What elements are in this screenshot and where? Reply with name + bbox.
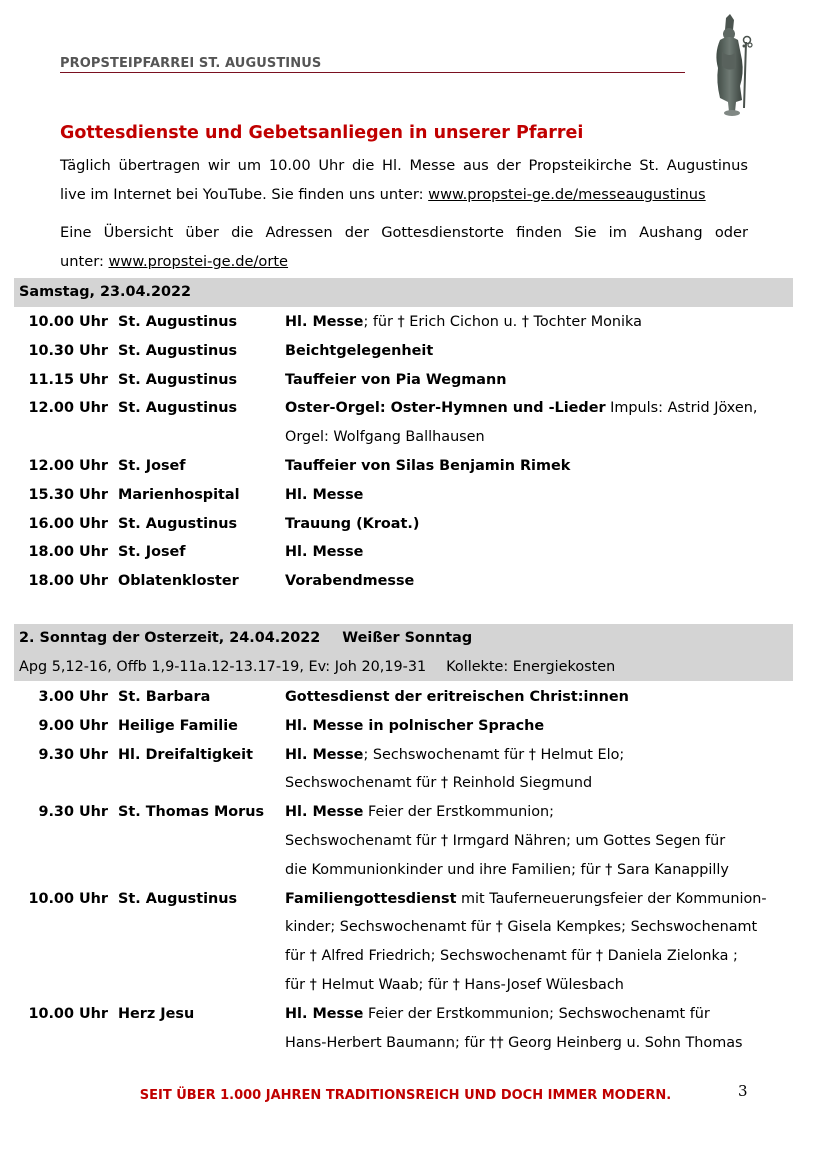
saint-augustine-statue-icon <box>702 12 764 118</box>
entry-time: 10.00 Uhr <box>28 314 108 330</box>
entry-description <box>285 942 738 971</box>
entry-description <box>285 337 433 366</box>
entry-location: St. Barbara <box>118 689 211 705</box>
schedule-entry-continuation <box>0 913 827 942</box>
entry-time: 12.00 Uhr <box>28 458 108 474</box>
entry-location: Hl. Dreifaltigkeit <box>118 746 253 763</box>
entry-service: Hl. Messe <box>285 746 364 763</box>
entry-description <box>285 366 506 395</box>
entry-location: St. Augustinus <box>118 314 238 330</box>
locations-link[interactable]: www.propstei-ge.de/orte <box>108 253 289 270</box>
footer-slogan-text: SEIT ÜBER 1.000 JAHREN TRADITIONSREICH UND DOCH IMMER MODERN. <box>139 1088 672 1103</box>
entry-service: Trauung (Kroat.) <box>285 515 420 532</box>
schedule-entry <box>0 741 827 770</box>
entry-description <box>285 769 592 798</box>
parish-header: PROPSTEIPFARREI ST. AUGUSTINUS <box>60 56 322 71</box>
entry-time: 9.00 Uhr <box>38 717 108 734</box>
readings-line <box>14 653 793 682</box>
entry-service: Vorabendmesse <box>285 573 415 590</box>
entry-description <box>285 394 757 423</box>
schedule-entry <box>0 538 827 567</box>
entry-intention: Feier der Erstkommunion; <box>363 804 555 821</box>
entry-service: Oster-Orgel: Oster-Hymnen und -Lieder <box>285 400 606 417</box>
entry-time: 9.30 Uhr <box>38 746 108 763</box>
entry-location: Herz Jesu <box>118 1005 195 1022</box>
entry-time: 3.00 Uhr <box>38 689 108 705</box>
entry-location: St. Augustinus <box>118 400 238 417</box>
schedule-entry-continuation <box>0 1029 827 1058</box>
day-heading-extra: Weißer Sonntag <box>342 630 473 646</box>
entry-time: 18.00 Uhr <box>28 544 108 561</box>
entry-time: 12.00 Uhr <box>28 400 108 417</box>
entry-description <box>285 567 414 596</box>
entry-description <box>285 538 363 567</box>
readings-text: Apg 5,12-16, Offb 1,9-11a.12-13.17-19, Ev: Joh 20,19-31 <box>19 658 427 675</box>
schedule-entry <box>0 885 827 914</box>
day-heading-text: Samstag, 23.04.2022 <box>19 284 192 300</box>
entry-location: Oblatenkloster <box>118 573 239 590</box>
entry-location: St. Augustinus <box>118 371 238 388</box>
entry-description <box>285 452 570 481</box>
locations-text: unter: <box>60 253 109 270</box>
entry-service: Familiengottesdienst <box>285 890 457 907</box>
collection-text: Kollekte: Energiekosten <box>446 658 616 675</box>
entry-intention: mit Tauferneuerungsfeier der Kommunion- <box>456 890 767 907</box>
entry-time: 15.30 Uhr <box>28 486 108 503</box>
schedule-entry <box>0 712 827 741</box>
entry-service: Hl. Messe <box>285 314 364 330</box>
entry-service: Hl. Messe <box>285 804 364 821</box>
schedule-entry <box>0 366 827 395</box>
entry-service: Tauffeier von Pia Wegmann <box>285 371 507 388</box>
footer-slogan <box>0 1088 827 1103</box>
day-heading-line <box>14 624 793 653</box>
page-number: 3 <box>738 1082 748 1100</box>
livestream-text-line-2 <box>60 186 706 203</box>
entry-intention: Feier der Erstkommunion; Sechswochenamt für <box>363 1005 710 1022</box>
schedule-entry <box>0 510 827 539</box>
entry-location: St. Thomas Morus <box>118 804 265 821</box>
entry-description <box>285 1029 743 1058</box>
entry-intention: ; Sechswochenamt für † Helmut Elo; <box>363 746 625 763</box>
entry-description <box>285 423 485 452</box>
schedule-entry-continuation <box>0 942 827 971</box>
entry-service: Gottesdienst der eritreischen Christ:innen <box>285 689 629 705</box>
entry-description <box>285 827 725 856</box>
entry-time: 9.30 Uhr <box>38 804 108 821</box>
locations-paragraph <box>60 218 748 276</box>
entry-description <box>285 683 629 712</box>
entry-location: St. Augustinus <box>118 342 238 359</box>
entry-intention: Impuls: Astrid Jöxen, <box>605 400 758 417</box>
schedule-entry <box>0 308 827 337</box>
day-heading-text: 2. Sonntag der Osterzeit, 24.04.2022 <box>19 630 321 646</box>
page-title: Gottesdienste und Gebetsanliegen in unserer Pfarrei <box>60 123 584 143</box>
entry-intention: Sechswochenamt für † Reinhold Siegmund <box>285 775 593 792</box>
day-heading-sunday <box>14 624 793 681</box>
entry-service: Hl. Messe <box>285 544 364 561</box>
schedule-entry <box>0 1000 827 1029</box>
schedule-entry-continuation <box>0 856 827 885</box>
entry-location: St. Josef <box>118 458 186 474</box>
entry-description <box>285 798 554 827</box>
entry-time: 10.30 Uhr <box>28 342 108 359</box>
entry-description <box>285 971 624 1000</box>
entry-time: 16.00 Uhr <box>28 515 108 532</box>
schedule-entry <box>0 337 827 366</box>
entry-intention: für † Helmut Waab; für † Hans-Josef Wülesbach <box>285 977 624 993</box>
entry-service: Hl. Messe <box>285 486 364 503</box>
livestream-paragraph <box>60 151 748 209</box>
schedule-entry <box>0 798 827 827</box>
schedule-entry <box>0 683 827 712</box>
schedule-entry-continuation <box>0 769 827 798</box>
entry-intention: Orgel: Wolfgang Ballhausen <box>285 429 485 446</box>
entry-location: St. Augustinus <box>118 890 238 907</box>
entry-location: St. Augustinus <box>118 515 238 532</box>
entry-description <box>285 856 729 885</box>
entry-intention: Hans-Herbert Baumann; für †† Georg Heinberg u. Sohn Thomas <box>285 1034 743 1051</box>
entry-time: 10.00 Uhr <box>28 1005 108 1022</box>
locations-text-line-1: Eine Übersicht über die Adressen der Gottesdienstorte finden Sie im Aushang oder <box>60 224 748 241</box>
entry-service: Beichtgelegenheit <box>285 342 434 359</box>
schedule-entry <box>0 481 827 510</box>
entry-service: Hl. Messe <box>285 1005 364 1022</box>
entry-description <box>285 1000 710 1029</box>
entry-location: Marienhospital <box>118 486 240 503</box>
entry-service: Tauffeier von Silas Benjamin Rimek <box>285 458 571 474</box>
entry-location: St. Josef <box>118 544 186 561</box>
livestream-text: live im Internet bei YouTube. Sie finden uns unter: <box>60 186 429 203</box>
entry-intention: kinder; Sechswochenamt für † Gisela Kempkes; Sechswochenamt <box>285 919 758 936</box>
entry-location: Heilige Familie <box>118 717 238 734</box>
locations-text-line-2 <box>60 253 288 270</box>
entry-intention: Sechswochenamt für † Irmgard Nähren; um Gottes Segen für <box>285 833 726 849</box>
header-divider <box>60 72 685 73</box>
entry-description <box>285 481 363 510</box>
entry-service: Hl. Messe in polnischer Sprache <box>285 717 545 734</box>
entry-intention: für † Alfred Friedrich; Sechswochenamt für † Daniela Zielonka ; <box>285 948 738 965</box>
livestream-link[interactable]: www.propstei-ge.de/messeaugustinus <box>428 186 706 203</box>
entry-description <box>285 913 757 942</box>
entry-description <box>285 510 419 539</box>
schedule-entry-continuation <box>0 827 827 856</box>
entry-intention: die Kommunionkinder und ihre Familien; für † Sara Kanappilly <box>285 861 729 878</box>
schedule-entry <box>0 394 827 423</box>
entry-description <box>285 712 544 741</box>
entry-description <box>285 308 642 337</box>
schedule-entry <box>0 567 827 596</box>
entry-description <box>285 885 767 914</box>
entry-intention: ; für † Erich Cichon u. † Tochter Monika <box>363 314 642 330</box>
schedule-entry-continuation <box>0 423 827 452</box>
entry-time: 10.00 Uhr <box>28 890 108 907</box>
entry-time: 18.00 Uhr <box>28 573 108 590</box>
schedule-entry <box>0 452 827 481</box>
entry-description <box>285 741 624 770</box>
day-heading-saturday <box>14 278 793 307</box>
livestream-text-line-1: Täglich übertragen wir um 10.00 Uhr die Hl. Messe aus der Propsteikirche St. Augustinus <box>60 157 748 174</box>
schedule-entry-continuation <box>0 971 827 1000</box>
entry-time: 11.15 Uhr <box>28 371 108 388</box>
